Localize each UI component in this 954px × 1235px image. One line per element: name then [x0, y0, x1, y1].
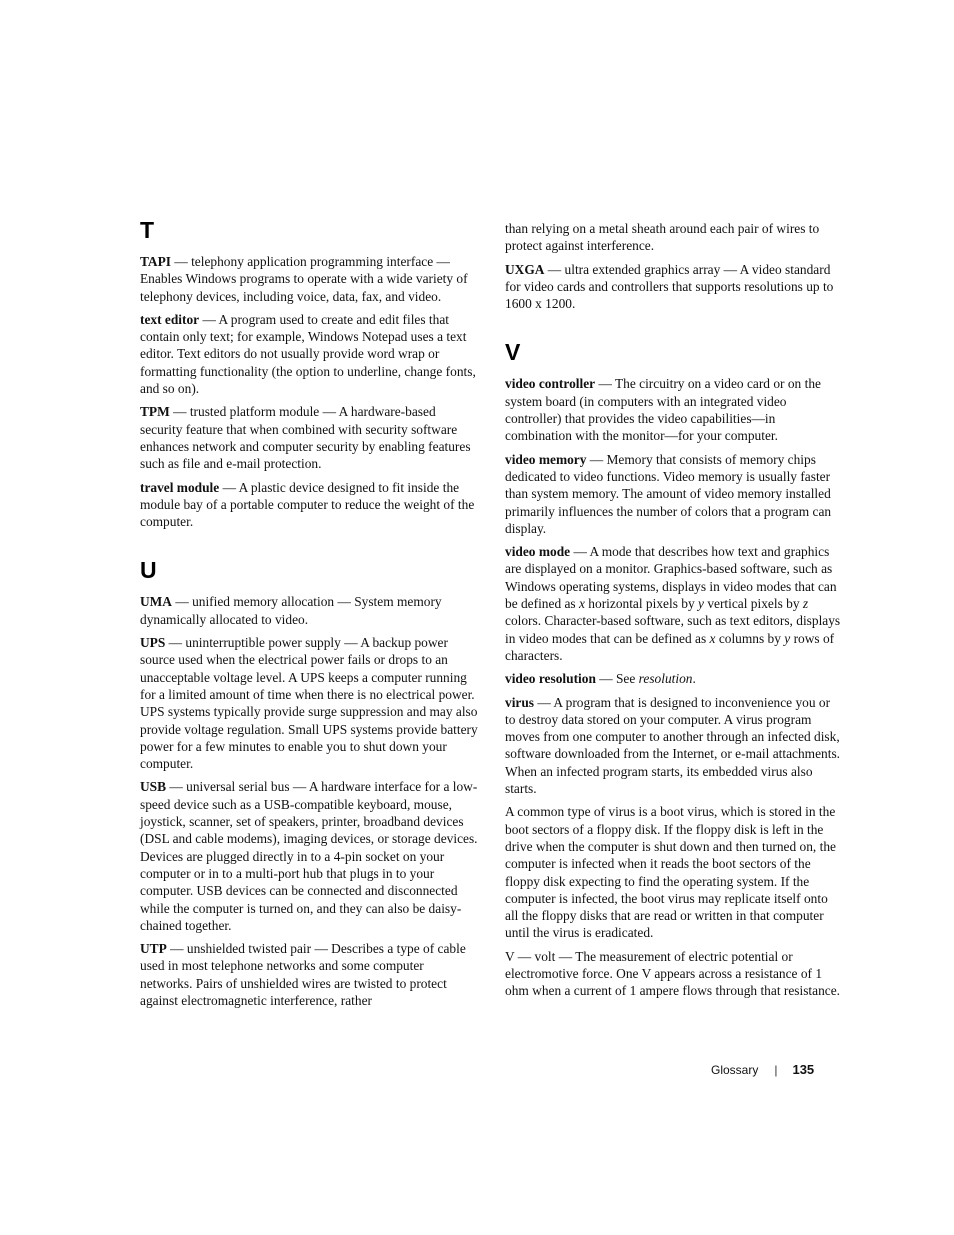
term: TAPI — [140, 254, 171, 269]
glossary-entry-virus — [505, 694, 843, 798]
definition: — volt — The measurement of electric potential or electromotive force. One V appears across a resistance of 1 ohm when a current of 1 ampere flows through that resistance. — [505, 948, 841, 999]
definition-part: colors. Character-based software, such as text editors, displays in video modes that can be defined as — [505, 613, 841, 646]
glossary-entry-uxga — [505, 261, 843, 313]
definition: — uninterruptible power supply — A backup power source used when the electrical power fails or drops to an unacceptable voltage level. A UPS keeps a computer running for a limited amount of time when there is no electrical power. UPS systems typically provide surge suppression and may also provide voltage regulation. Small UPS systems provide battery power for a few minutes to enable you to shut down your computer. — [140, 635, 478, 772]
term: UMA — [140, 594, 172, 610]
section-heading-v: V — [505, 339, 521, 366]
definition: — ultra extended graphics array — A video standard for video cards and controllers that supports resolutions up to 1600 x 1200. — [505, 261, 834, 312]
definition: — unshielded twisted pair — Describes a type of cable used in most telephone networks and some computer networks. Pairs of unshielded wires are twisted to protect against electromagnetic interference, rather — [140, 941, 466, 1008]
glossary-entry-video-memory — [505, 451, 843, 537]
definition-part: horizontal pixels by — [584, 596, 699, 612]
glossary-entry-travel-module — [140, 479, 478, 531]
term: UPS — [140, 635, 166, 651]
glossary-entry-text-editor — [140, 311, 478, 397]
definition: — trusted platform module — A hardware-based security feature that when combined with security software enhances network and computer security by enabling features such as file and e-mail protection. — [140, 404, 471, 472]
term: USB — [140, 779, 167, 795]
variable-z: z — [802, 596, 809, 612]
definition-part: rows of characters. — [505, 630, 835, 663]
glossary-entry-volt — [505, 948, 843, 1000]
glossary-entry-video-mode — [505, 543, 843, 664]
definition: — A plastic device designed to fit inside the module bay of a portable computer to reduce the weight of the computer. — [140, 479, 475, 530]
right-column — [505, 220, 843, 1006]
definition: — Memory that consists of memory chips dedicated to video functions. Video memory is usually faster than system memory. The amount of video memory installed primarily influences the number of colors that a program can display. — [505, 451, 832, 536]
virus-boot-paragraph: A common type of virus is a boot virus, which is stored in the boot sectors of a floppy disk. If the floppy disk is left in the drive when the computer is shut down and then turned on, the computer is infected when it reads the boot sectors of the floppy disk expecting to find the operating system. If the computer is infected, the boot virus may replicate itself onto all the floppy disks that are read or written in that computer until the virus is eradicated. — [505, 804, 836, 941]
glossary-entry-tpm — [140, 403, 478, 472]
glossary-entry-ups — [140, 634, 478, 772]
term: V — [505, 948, 515, 964]
definition: — unified memory allocation — System memory dynamically allocated to video. — [140, 594, 442, 627]
section-heading-t: T — [140, 217, 155, 243]
variable-y: y — [784, 630, 791, 646]
glossary-entry-video-controller — [505, 375, 843, 444]
term: video memory — [505, 451, 587, 467]
definition: — See — [595, 671, 639, 687]
definition: — The circuitry on a video card or on the system board (in computers with an integrated video controller) that provides the video capabilities—in combination with the monitor—for your computer. — [505, 376, 821, 444]
page-number: 135 — [792, 1062, 815, 1077]
definition-part: — A mode that describes how text and graphics are displayed on a monitor. Graphics-based software, such as Windows operating systems, displays in video modes that can be defined as — [505, 544, 837, 612]
term: UXGA — [505, 261, 545, 277]
section-heading-u: U — [140, 557, 157, 584]
definition: — universal serial bus — A hardware interface for a low-speed device such as a USB-compatible keyboard, mouse, joystick, scanner, set of speakers, printer, broadband devices (DSL and cable modems), imaging devices, or storage devices. Devices are plugged directly in to a 4-pin socket on your computer or in to a multi-port hub that plugs in to your computer. USB devices can be connected and disconnected while the computer is turned on, and they can also be daisy-chained together. — [140, 779, 478, 933]
cross-reference: resolution — [638, 671, 693, 687]
term: TPM — [140, 404, 170, 420]
term: UTP — [140, 941, 167, 957]
definition: — A program that is designed to inconvenience you or to destroy data stored on your computer. A virus program moves from one computer to another through an infected disk, software downloaded from the Internet, or e-mail attachments. When an infected program starts, its embedded virus also starts. — [505, 694, 841, 797]
term: travel module — [140, 479, 220, 495]
footer-section-label: Glossary — [711, 1063, 759, 1077]
term: virus — [505, 694, 535, 710]
term: video controller — [505, 376, 596, 392]
glossary-entry-utp-continuation: than relying on a metal sheath around each pair of wires to protect against interference. — [505, 221, 820, 254]
definition-part: vertical pixels by — [703, 596, 803, 612]
definition: — telephony application programming interface — Enables Windows programs to operate with a wide variety of telephony devices, including voice, data, fax, and video. — [140, 254, 468, 304]
page-footer — [711, 1062, 814, 1077]
definition-part: columns by — [715, 630, 785, 646]
punctuation: . — [692, 671, 696, 687]
variable-x: x — [709, 630, 716, 646]
variable-x: x — [579, 596, 585, 612]
glossary-entry-utp — [140, 940, 478, 1009]
definition: — A program used to create and edit files that contain only text; for example, Windows Notepad uses a text editor. Text editors do not usually provide word wrap or formatting functionality (the option to underline, change fonts, and so on). — [140, 311, 476, 397]
glossary-entry-tapi — [140, 253, 478, 305]
glossary-entry-uma — [140, 593, 478, 628]
glossary-entry-video-resolution — [505, 670, 843, 687]
left-column — [140, 216, 478, 1015]
term: video resolution — [505, 671, 596, 687]
variable-y: y — [698, 596, 704, 612]
term: text editor — [140, 311, 200, 327]
term: video mode — [505, 544, 571, 560]
glossary-entry-usb — [140, 778, 478, 934]
footer-separator: | — [774, 1063, 778, 1077]
